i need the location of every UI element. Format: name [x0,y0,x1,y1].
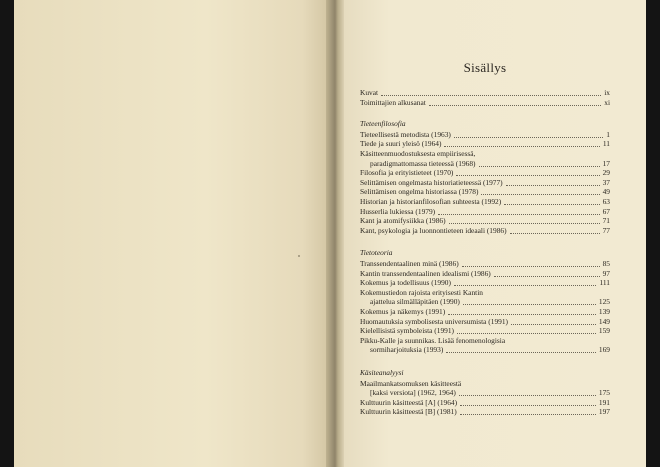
toc-page-number: 11 [602,139,610,149]
toc-leader-dots [494,267,600,277]
toc-page-number: 111 [599,278,610,288]
toc-entry-title: Filosofia ja erityistieteet (1970) [360,168,454,178]
toc-entry-title: Selittämisen ongelma historiassa (1978) [360,187,479,197]
toc-leader-dots [459,386,596,396]
toc-entry-title: ajattelua silmälläpitäen (1990) [370,297,460,307]
toc-entry-title: Historian ja historianfilosofian suhteesta (1992) [360,197,502,206]
toc-entry-title: Husserlia lukiessa (1979) [360,206,436,216]
toc-page-number: ix [604,88,610,97]
toc-page-number: 71 [602,216,610,226]
toc-leader-dots [460,396,596,406]
toc-section-heading: Tietoteoria [360,248,393,258]
toc-page-number: 149 [598,316,610,326]
toc-leader-dots [429,96,601,106]
toc-entry-title: Kokemustiedon rajoista erityisesti Kantin [360,287,483,297]
toc-leader-dots [448,305,596,315]
toc-page-number: 63 [602,197,610,206]
toc-page-number: 175 [598,388,610,398]
toc-section-heading: Tieteenfilosofia [360,119,406,129]
toc-page-number: 85 [602,259,610,268]
toc-entry [360,226,610,236]
toc-entry-title: Kant ja atomifysiikka (1986) [360,216,446,226]
toc-leader-dots [506,176,600,186]
toc-entry [360,326,610,336]
toc-page-number: 49 [602,187,610,197]
toc-entry-title: [kaksi versiota] (1962, 1964) [370,388,456,398]
toc-page-number: 17 [602,158,610,168]
toc-page-number: 139 [598,307,610,316]
toc-entry-title: Kantin transsendentaalinen idealismi (1986) [360,268,491,278]
toc-leader-dots [444,137,600,147]
toc-leader-dots [446,343,596,353]
toc-leader-dots [504,195,600,205]
toc-title: Sisällys [463,60,507,75]
toc-page-number: 97 [602,268,610,278]
toc-leader-dots [381,86,601,96]
toc-leader-dots [511,315,596,325]
toc-leader-dots [460,405,596,415]
toc-entry-title: Kielellisistä symboleista (1991) [360,326,455,336]
toc-entry-title: Käsitteenmuodostuksesta empiirisessä, [360,149,476,158]
toc-entry-title: Kokemus ja todellisuus (1990) [360,278,451,288]
toc-leader-dots [438,205,600,215]
toc-entry-title: Kulttuurin käsitteestä [A] (1964) [360,397,458,407]
toc-entry-title: Selittämisen ongelmasta historiatieteessä (1977) [360,177,503,187]
toc-page-number: 197 [598,407,610,417]
toc-entry-title: Kulttuurin käsitteestä [B] (1981) [360,407,457,417]
toc-page-number: xi [604,97,610,107]
toc-entry-title: Huomautuksia symbolisesta universumista (1991) [360,316,509,326]
toc-entry [360,98,610,108]
toc-entry [360,345,610,355]
toc-leader-dots [456,166,600,176]
toc-entry [360,278,610,288]
toc-entry-title: Transsendentaalinen minä (1986) [360,259,459,268]
toc-entry-title: Tieteellisestä metodista (1963) [360,129,451,139]
toc-entry-title: Toimittajien alkusanat [360,97,426,107]
toc-entry-title: sormiharjoituksia (1993) [370,345,444,355]
toc-entry-title: Pikku-Kalle ja suunnikas. Lisää fenomenologisia [360,335,506,345]
toc-leader-dots [462,257,600,267]
toc-leader-dots [479,157,600,167]
toc-entry-title: Maailmankatsomuksen käsitteestä [360,378,462,388]
toc-entry-title: Kuvat [360,88,379,97]
toc-section-heading: Käsiteanalyysi [360,368,404,377]
toc-leader-dots [454,128,603,138]
toc-leader-dots [481,185,600,195]
toc-entry [360,139,610,149]
toc-page-number: 1 [606,129,610,139]
toc-page-number: 29 [602,168,610,178]
toc-leader-dots [463,295,596,305]
toc-leader-dots [510,224,600,234]
paper-speck [298,255,300,257]
toc-page-number: 37 [602,177,610,187]
toc-page-number: 125 [598,297,610,307]
toc-entry-title: Kokemus ja näkemys (1991) [360,307,446,316]
toc-leader-dots [449,214,600,224]
book-gutter [326,0,346,467]
toc-page-number: 191 [598,397,610,407]
toc-page-number: 159 [598,326,610,336]
toc-leader-dots [454,276,596,286]
toc-entry [360,407,610,417]
toc-entry-title: Tiede ja suuri yleisö (1964) [360,139,442,149]
toc-entry-title: paradigmattomassa tieteessä (1968) [370,158,476,168]
toc-leader-dots [457,324,596,334]
toc-page-number: 169 [598,345,610,355]
toc-page-number: 77 [602,225,610,235]
left-page-blank [14,0,334,467]
toc-entry-title: Kant, psykologia ja luonnontieteen ideaali (1986) [360,225,507,235]
toc-page-number: 67 [602,206,610,216]
